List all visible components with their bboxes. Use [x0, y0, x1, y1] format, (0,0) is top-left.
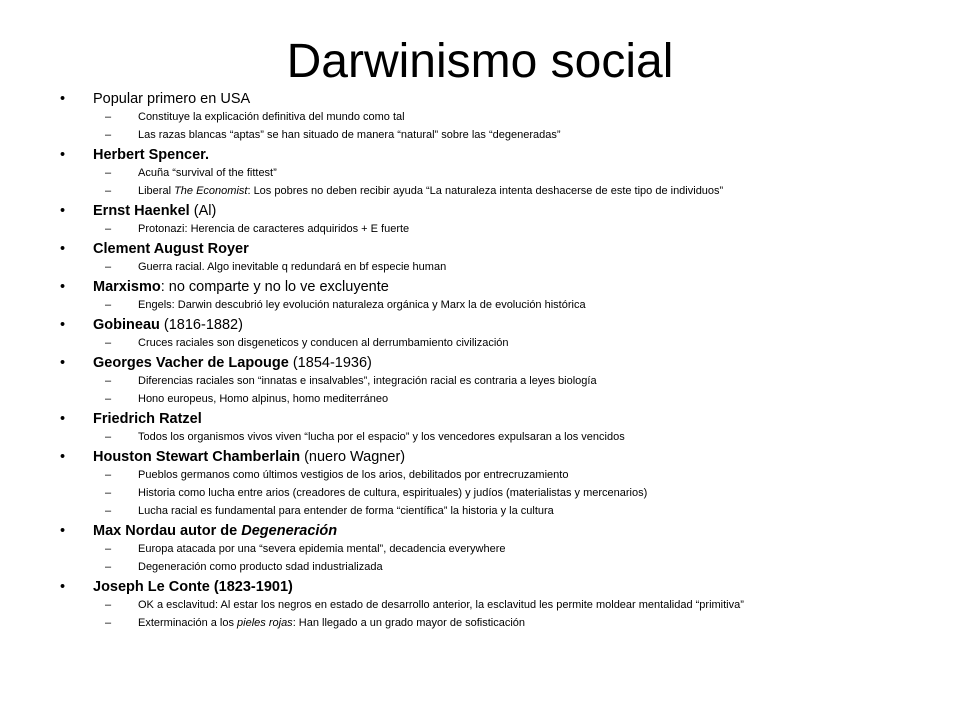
list-item [60, 147, 940, 198]
list-item [60, 241, 940, 274]
bullet-heading [60, 523, 940, 539]
text-run: Max Nordau autor de [93, 523, 242, 539]
text-run: (nuero Wagner) [300, 449, 406, 465]
text-run: OK a esclavitud: Al estar los negros en estado de desarrollo anterior, la esclavitud les permite moldear mentalidad “primitiva” [138, 599, 744, 611]
list-item [60, 203, 940, 236]
text-run: Gobineau [93, 317, 160, 333]
dash-icon: – [105, 129, 112, 141]
dash-icon: – [105, 393, 112, 405]
text-run: Hono europeus, Homo alpinus, homo mediterráneo [138, 393, 389, 405]
text-run: Europa atacada por una “severa epidemia mental”, decadencia everywhere [138, 543, 506, 555]
sub-bullet [60, 185, 940, 198]
dash-icon: – [105, 617, 112, 629]
sub-bullet [60, 505, 940, 518]
bullet-heading [60, 241, 940, 257]
dash-icon: – [105, 375, 112, 387]
text-run: Constituye la explicación definitiva del mundo como tal [138, 111, 405, 123]
dash-icon: – [105, 543, 112, 555]
sub-bullet [60, 111, 940, 124]
bullet-list [60, 91, 940, 630]
text-run: Georges Vacher de Lapouge [93, 355, 289, 371]
dash-icon: – [105, 111, 112, 123]
dash-icon: – [105, 599, 112, 611]
sub-bullet [60, 599, 940, 612]
sub-bullet [60, 375, 940, 388]
bullet-icon: • [60, 203, 66, 219]
bullet-heading [60, 279, 940, 295]
bullet-heading [60, 355, 940, 371]
text-run: Marxismo [93, 279, 161, 295]
sub-bullet [60, 299, 940, 312]
sub-bullet [60, 337, 940, 350]
sub-bullet [60, 261, 940, 274]
dash-icon: – [105, 469, 112, 481]
text-run: Cruces raciales son disgeneticos y conducen al derrumbamiento civilización [138, 337, 509, 349]
bullet-icon: • [60, 241, 66, 257]
dash-icon: – [105, 505, 112, 517]
sub-bullet [60, 487, 940, 500]
text-run: Popular primero en USA [93, 91, 251, 107]
text-run: Houston Stewart Chamberlain [93, 449, 301, 465]
list-item [60, 449, 940, 518]
dash-icon: – [105, 299, 112, 311]
sub-bullet [60, 617, 940, 630]
text-run: (1816-1882) [159, 317, 243, 333]
slide-title: Darwinismo social [286, 35, 674, 88]
text-run: Degeneración como producto sdad industrializada [138, 561, 383, 573]
text-run: pieles rojas [237, 617, 293, 629]
sub-bullet [60, 469, 940, 482]
sub-bullet [60, 223, 940, 236]
bullet-icon: • [60, 449, 66, 465]
text-run: : no comparte y no lo ve excluyente [160, 279, 389, 295]
list-item [60, 317, 940, 350]
text-run: Pueblos germanos como últimos vestigios de los arios, debilitados por entrecruzamiento [138, 469, 569, 481]
list-item [60, 91, 940, 142]
bullet-icon: • [60, 579, 66, 595]
text-run: Ernst Haenkel [93, 203, 190, 219]
text-run: Diferencias raciales son “innatas e insalvables”, integración racial es contraria a leyes biología [138, 375, 597, 387]
dash-icon: – [105, 561, 112, 573]
sub-bullet [60, 167, 940, 180]
text-run: Todos los organismos vivos viven “lucha por el espacio” y los vencedores expulsaran a los vencidos [138, 431, 625, 443]
text-run: : Los pobres no deben recibir ayuda “La naturaleza intenta deshacerse de este tipo de individuos” [247, 185, 724, 197]
bullet-icon: • [60, 317, 66, 333]
text-run: Protonazi: Herencia de caracteres adquiridos + E fuerte [138, 223, 410, 235]
dash-icon: – [105, 337, 112, 349]
text-run: Historia como lucha entre arios (creadores de cultura, espirituales) y judíos (materialistas y mercenarios) [138, 487, 648, 499]
dash-icon: – [105, 185, 112, 197]
bullet-heading [60, 317, 940, 333]
bullet-icon: • [60, 411, 66, 427]
list-item [60, 523, 940, 574]
bullet-heading [60, 449, 940, 465]
bullet-heading [60, 91, 940, 107]
sub-bullet [60, 129, 940, 142]
list-item [60, 579, 940, 630]
text-run: Liberal [138, 185, 175, 197]
dash-icon: – [105, 223, 112, 235]
text-run: (1854-1936) [288, 355, 372, 371]
text-run: Lucha racial es fundamental para entender de forma “científica” la historia y la cultura [138, 505, 554, 517]
text-run: : Han llegado a un grado mayor de sofisticación [292, 617, 526, 629]
text-run: Herbert Spencer. [93, 147, 210, 163]
list-item [60, 279, 940, 312]
text-run: Las razas blancas “aptas” se han situado de manera “natural” sobre las “degeneradas” [138, 129, 561, 141]
text-run: Engels: Darwin descubrió ley evolución naturaleza orgánica y Marx la de evolución histórica [138, 299, 586, 311]
list-item [60, 355, 940, 406]
sub-bullet [60, 431, 940, 444]
text-run: Clement August Royer [93, 241, 249, 257]
dash-icon: – [105, 431, 112, 443]
text-run: Joseph Le Conte (1823-1901) [93, 579, 293, 595]
sub-bullet [60, 543, 940, 556]
bullet-heading [60, 579, 940, 595]
sub-bullet [60, 393, 940, 406]
dash-icon: – [105, 167, 112, 179]
bullet-icon: • [60, 147, 66, 163]
bullet-icon: • [60, 279, 66, 295]
dash-icon: – [105, 487, 112, 499]
bullet-icon: • [60, 355, 66, 371]
text-run: Exterminación a los [138, 617, 238, 629]
list-item [60, 411, 940, 444]
text-run: Friedrich Ratzel [93, 411, 202, 427]
dash-icon: – [105, 261, 112, 273]
text-run: Guerra racial. Algo inevitable q redundará en bf especie human [138, 261, 447, 273]
text-run: Acuña “survival of the fittest” [138, 167, 277, 179]
bullet-heading [60, 147, 940, 163]
bullet-heading [60, 411, 940, 427]
sub-bullet [60, 561, 940, 574]
text-run: (Al) [189, 203, 217, 219]
bullet-heading [60, 203, 940, 219]
bullet-icon: • [60, 523, 66, 539]
text-run: Degeneración [241, 523, 338, 539]
text-run: The Economist [174, 185, 248, 197]
bullet-icon: • [60, 91, 66, 107]
